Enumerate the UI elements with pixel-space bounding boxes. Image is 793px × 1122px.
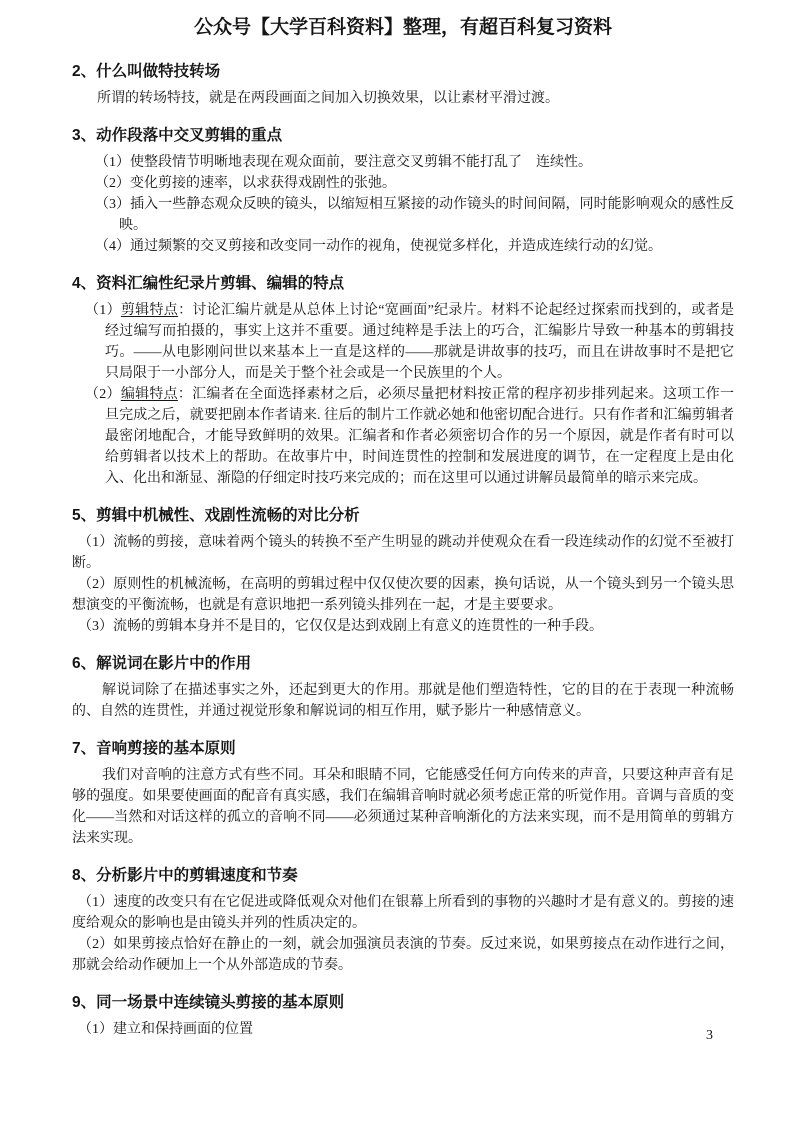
section-cross-cutting <box>72 127 734 257</box>
underlined-term: 剪辑特点 <box>120 303 179 318</box>
list-item: （4）通过频繁的交叉剪接和改变同一动作的视角，使视觉多样化，并造成连续行动的幻觉。 <box>95 239 662 254</box>
page-title: 公众号【大学百科资料】整理，有超百科复习资料 <box>193 17 612 38</box>
page-number: 3 <box>706 1028 713 1043</box>
list-item: （2）原则性的机械流畅，在高明的剪辑过程中仅仅使次要的因素，换句话说，从一个镜头到另一个镜头思想演变的平衡流畅，也就是有意识地把一系列镜头排列在一起，才是主要要求。 <box>72 577 734 613</box>
paragraph: 所谓的转场特技，就是在两段画面之间加入切换效果，以让素材平滑过渡。 <box>97 91 559 106</box>
list-item <box>72 300 734 384</box>
item-prefix: （1） <box>85 303 121 318</box>
underlined-term: 编辑特点 <box>120 387 178 402</box>
item-text: ：讨论汇编片就是从总体上讨论“宽画面”纪录片。材料不论起经过探索而找到的，或者是经过编写而拍摄的，事实上这并不重要。通过纯粹是手法上的巧合，汇编影片导致一种基本的剪辑技巧。——从电影刚问世以来基本上一直是这样的——那就是讲故事的技巧，而且在讲故事时不是把它只局限于一小部分人，而是关于整个社会或是一个民族里的个人。 <box>105 303 735 381</box>
item-text: ：汇编者在全面选择素材之后，必须尽量把材料按正常的程序初步排列起来。这项工作一旦完成之后，就要把剧本作者请来. 往后的制片工作就必她和他密切配合进行。只有作者和汇编剪辑者最密闭地配合，才能导致鲜明的效果。汇编者和作者必须密切合作的另一个原因，就是作者有时可以给剪辑者以技术上的帮助。在故事片中，时间连贯性的控制和发展进度的调节，在一定程度上是由化入、化出和渐显、渐隐的仔细定时技巧来完成的；而在这里可以通过讲解员最简单的暗示来完成。 <box>105 387 735 486</box>
section-narration-role <box>72 655 734 722</box>
section-heading: 8、分析影片中的剪辑速度和节奏 <box>72 867 298 884</box>
list-item <box>72 384 734 489</box>
section-smoothness-comparison <box>72 507 734 637</box>
section-heading: 5、剪辑中机械性、戏剧性流畅的对比分析 <box>72 507 360 524</box>
section-transition-effects <box>72 63 734 109</box>
section-heading: 2、什么叫做特技转场 <box>72 63 221 80</box>
list-item: （1）使整段情节明晰地表现在观众面前，要注意交叉剪辑不能打乱了 连续性。 <box>95 155 592 170</box>
section-same-scene-principles <box>72 994 734 1040</box>
item-prefix: （2） <box>85 387 121 402</box>
list-item: （1）速度的改变只有在它促进或降低观众对他们在银幕上所看到的事物的兴趣时才是有意义的。剪接的速度给观众的影响也是由镜头并列的性质决定的。 <box>72 895 734 931</box>
section-compilation-documentary <box>72 275 734 489</box>
list-item: （3）流畅的剪辑本身并不是目的，它仅仅是达到戏剧上有意义的连贯性的一种手段。 <box>78 619 603 634</box>
section-sound-editing <box>72 740 734 849</box>
list-item: （2）如果剪接点恰好在静止的一刻，就会加强演员表演的节奏。反过来说，如果剪接点在动作进行之间，那就会给动作硬加上一个从外部造成的节奏。 <box>72 937 734 973</box>
section-heading: 4、资料汇编性纪录片剪辑、编辑的特点 <box>72 275 345 292</box>
paragraph: 解说词除了在描述事实之外，还起到更大的作用。那就是他们塑造特性，它的目的在于表现一种流畅的、自然的连贯性，并通过视觉形象和解说词的相互作用，赋予影片一种感情意义。 <box>72 683 734 719</box>
section-heading: 7、音响剪接的基本原则 <box>72 740 236 757</box>
list-item: （2）变化剪接的速率，以求获得戏剧性的张弛。 <box>95 176 396 191</box>
section-heading: 3、动作段落中交叉剪辑的重点 <box>72 127 283 144</box>
section-heading: 9、同一场景中连续镜头剪接的基本原则 <box>72 994 345 1011</box>
section-speed-rhythm <box>72 867 734 976</box>
list-item: （1）流畅的剪接，意味着两个镜头的转换不至产生明显的跳动并使观众在看一段连续动作的幻觉不至被打断。 <box>72 535 734 571</box>
section-heading: 6、解说词在影片中的作用 <box>72 655 252 672</box>
list-item: （3）插入一些静态观众反映的镜头，以缩短相互紧接的动作镜头的时间间隔，同时能影响观众的感性反映。 <box>95 197 734 233</box>
paragraph: 我们对音响的注意方式有些不同。耳朵和眼睛不同，它能感受任何方向传来的声音，只要这种声音有足够的强度。如果要使画面的配音有真实感，我们在编辑音响时就必须考虑正常的听觉作用。音调与音质的变化——当然和对话这样的孤立的音响不同——必须通过某种音响渐化的方法来实现，而不是用简单的剪辑方法来实现。 <box>72 768 734 846</box>
list-item: （1）建立和保持画面的位置 <box>78 1022 253 1037</box>
